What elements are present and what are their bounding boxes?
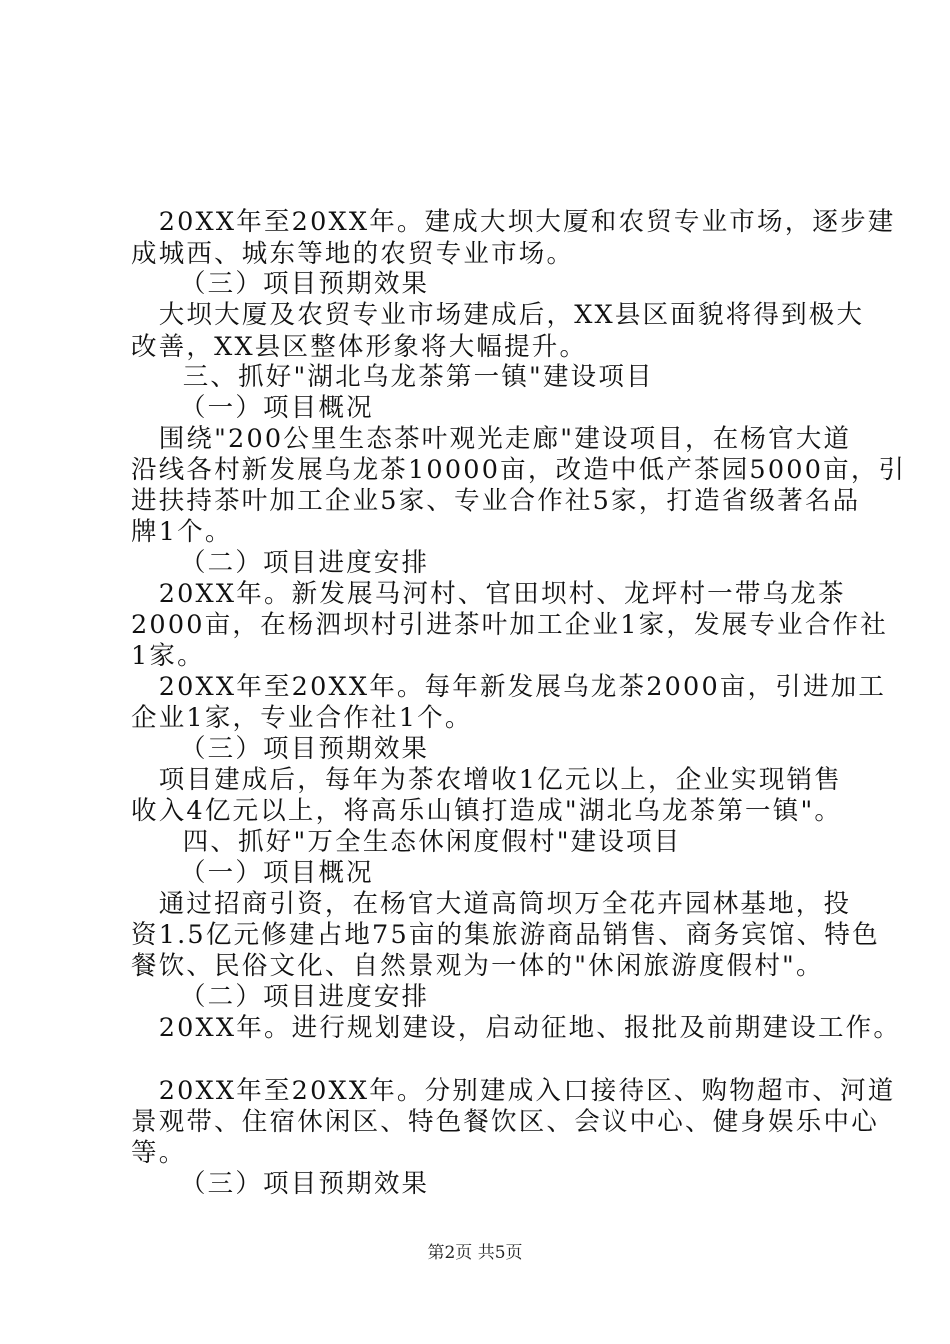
- text-line: 20XX年。新发展马河村、官田坝村、龙坪村一带乌龙茶: [131, 579, 846, 609]
- section-heading: （三）项目预期效果: [165, 734, 430, 764]
- text-line: 餐饮、民俗文化、自然景观为一体的"休闲旅游度假村"。: [131, 951, 824, 981]
- section-heading: （一）项目概况: [165, 858, 374, 888]
- section-heading: （二）项目进度安排: [165, 548, 430, 578]
- text-line: 20XX年至20XX年。每年新发展乌龙茶2000亩，引进加工: [131, 672, 887, 702]
- text-line: 成城西、城东等地的农贸专业市场。: [131, 239, 575, 269]
- text-line: 大坝大厦及农贸专业市场建成后，XX县区面貌将得到极大: [131, 300, 865, 330]
- text-line: 企业1家，专业合作社1个。: [131, 703, 473, 733]
- section-heading: （三）项目预期效果: [165, 269, 430, 299]
- text-line: 围绕"200公里生态茶叶观光走廊"建设项目，在杨官大道: [131, 424, 852, 454]
- section-heading: （二）项目进度安排: [165, 982, 430, 1012]
- text-line: 项目建成后，每年为茶农增收1亿元以上，企业实现销售: [131, 765, 842, 795]
- text-line: 牌1个。: [131, 517, 233, 547]
- text-line: 资1.5亿元修建占地75亩的集旅游商品销售、商务宾馆、特色: [131, 920, 880, 950]
- section-heading: 四、抓好"万全生态休闲度假村"建设项目: [155, 827, 682, 857]
- text-line: 改善，XX县区整体形象将大幅提升。: [131, 332, 588, 362]
- section-heading: （一）项目概况: [165, 393, 374, 423]
- text-line: 2000亩，在杨泗坝村引进茶叶加工企业1家，发展专业合作社: [131, 610, 888, 640]
- text-line: 沿线各村新发展乌龙茶10000亩，改造中低产茶园5000亩，引: [131, 455, 907, 485]
- text-line: 20XX年。进行规划建设，启动征地、报批及前期建设工作。: [131, 1013, 902, 1043]
- text-line: 收入4亿元以上，将高乐山镇打造成"湖北乌龙茶第一镇"。: [131, 796, 843, 826]
- text-line: 通过招商引资，在杨官大道高筒坝万全花卉园林基地，投: [131, 889, 852, 919]
- text-line: 等。: [131, 1138, 187, 1168]
- text-line: 景观带、住宿休闲区、特色餐饮区、会议中心、健身娱乐中心: [131, 1107, 879, 1137]
- section-heading: 三、抓好"湖北乌龙茶第一镇"建设项目: [155, 362, 654, 392]
- page-number-footer: 第2页 共5页: [427, 1243, 523, 1263]
- text-line: 1家。: [131, 641, 205, 671]
- text-line: 20XX年至20XX年。建成大坝大厦和农贸专业市场，逐步建: [131, 207, 896, 237]
- text-line: 进扶持茶叶加工企业5家、专业合作社5家，打造省级著名品: [131, 486, 861, 516]
- text-line: 20XX年至20XX年。分别建成入口接待区、购物超市、河道: [131, 1076, 896, 1106]
- section-heading: （三）项目预期效果: [165, 1169, 430, 1199]
